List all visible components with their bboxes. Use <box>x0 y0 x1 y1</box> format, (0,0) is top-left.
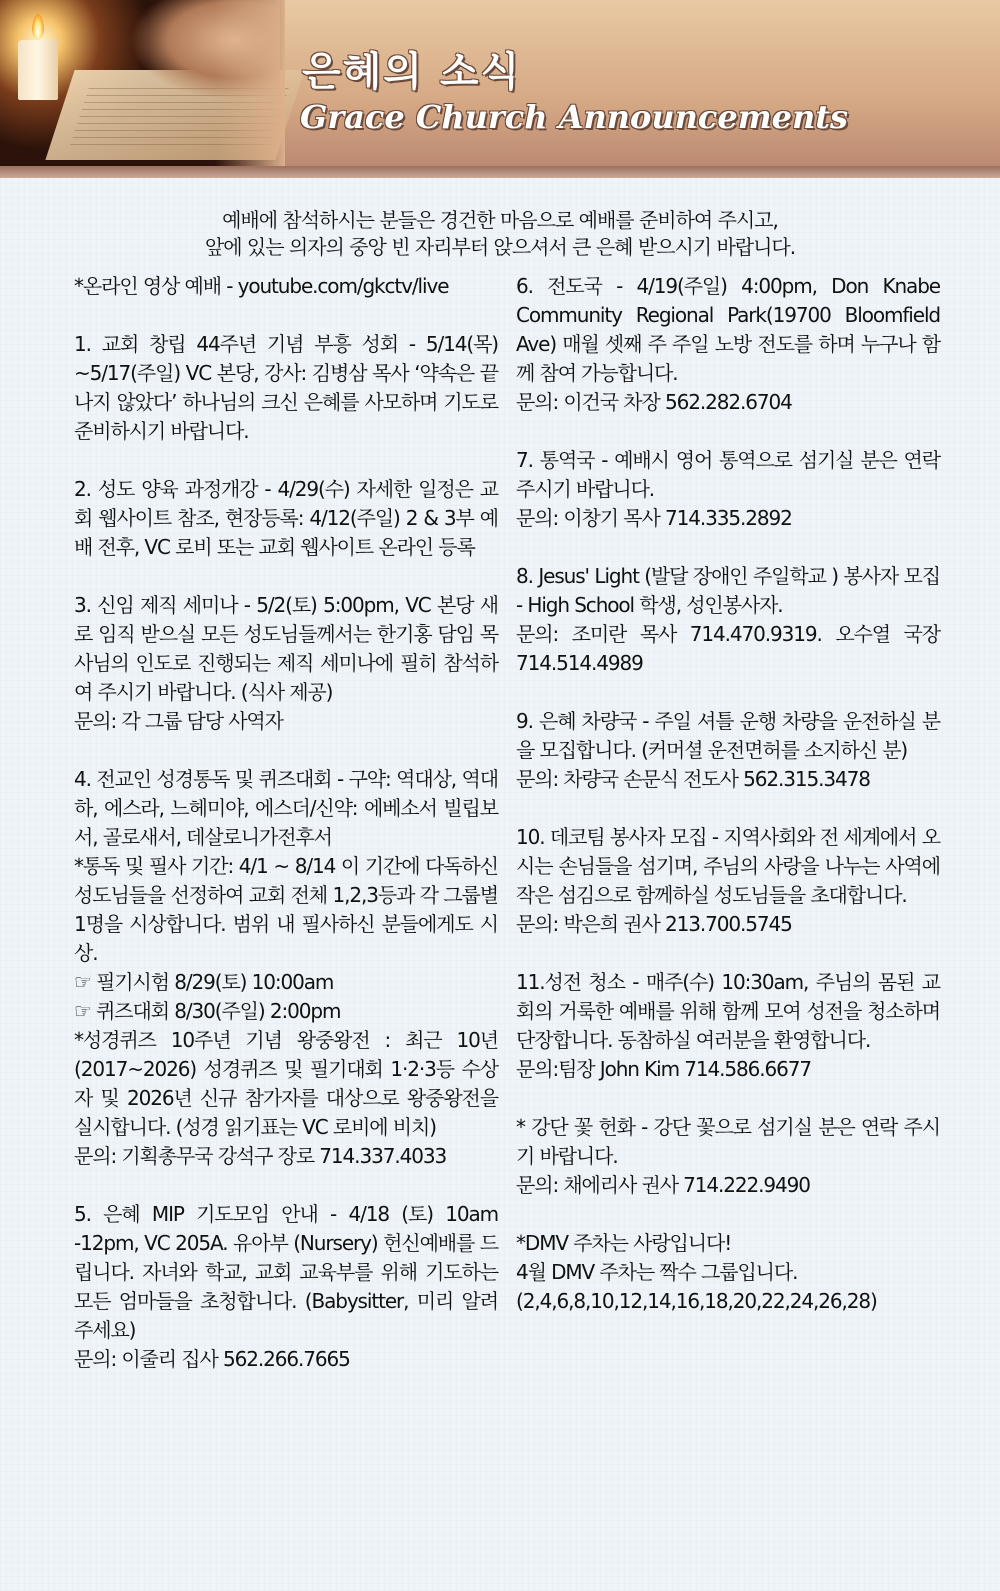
announcement-text: 문의: 기획총무국 강석구 장로 714.337.4033 <box>74 1144 447 1168</box>
announcement-item <box>516 707 940 794</box>
announcement-text: 5. 은혜 MIP 기도모임 안내 - 4/18 (토) 10am -12pm, VC 205A. 유아부 (Nursery) 헌신예배를 드립니다. 자녀와 학교, 교회 교육부를 위해 기도하는 모든 엄마들을 초청합니다. (Babysitter, 미리 알려주세요) <box>74 1202 498 1342</box>
announcement-text: *온라인 영상 예배 - youtube.com/gkctv/live <box>74 274 449 298</box>
announcement-item <box>516 1229 940 1316</box>
prayer-candle-photo <box>0 0 285 166</box>
announcement-text: 문의:팀장 John Kim 714.586.6677 <box>516 1057 811 1081</box>
announcement-text: 문의: 이줄리 집사 562.266.7665 <box>74 1347 350 1371</box>
header-banner <box>0 0 1000 178</box>
intro-message <box>80 207 920 261</box>
announcement-text: 문의: 채에리사 권사 714.222.9490 <box>516 1173 810 1197</box>
announcement-text: 6. 전도국 - 4/19(주일) 4:00pm, Don Knabe Community Regional Park(19700 Bloomfield Ave) 매월 셋째 주 주일 노방 전도를 하며 누구나 함께 참여 가능합니다. <box>516 274 940 385</box>
announcement-item <box>516 823 940 939</box>
announcement-text: ☞ 필기시험 8/29(토) 10:00am <box>74 970 334 994</box>
announcement-text: 8. Jesus' Light (발달 장애인 주일학교 ) 봉사자 모집 - High School 학생, 성인봉사자. <box>516 564 940 617</box>
announcement-item <box>74 765 498 1171</box>
announcement-item <box>516 446 940 533</box>
announcement-text: 3. 신임 제직 세미나 - 5/2(토) 5:00pm, VC 본당 새로 임직 받으실 모든 성도님들께서는 한기홍 담임 목사님의 인도로 진행되는 제직 세미나에 필히 참석하여 주시기 바랍니다. (식사 제공) <box>74 593 498 704</box>
intro-line-1: 예배에 참석하시는 분들은 경건한 마음으로 예배를 준비하여 주시고, <box>222 208 778 232</box>
page-title-korean: 은혜의 소식 <box>302 49 522 95</box>
candle-image <box>18 40 58 100</box>
announcement-item <box>516 562 940 678</box>
announcement-text: 문의: 조미란 목사 714.470.9319. 오수열 국장 714.514.4989 <box>516 622 940 675</box>
announcement-text: ☞ 퀴즈대회 8/30(주일) 2:00pm <box>74 999 341 1023</box>
right-column <box>516 272 940 1345</box>
announcement-text: * 강단 꽃 헌화 - 강단 꽃으로 섬기실 분은 연락 주시기 바랍니다. <box>516 1115 940 1168</box>
intro-line-2: 앞에 있는 의자의 중앙 빈 자리부터 앉으셔서 큰 은혜 받으시기 바랍니다. <box>204 235 796 259</box>
announcement-text: 9. 은혜 차량국 - 주일 셔틀 운행 차량을 운전하실 분을 모집합니다. (커머셜 운전면허를 소지하신 분) <box>516 709 940 762</box>
announcement-item <box>516 968 940 1084</box>
announcement-text: 문의: 차량국 손문식 전도사 562.315.3478 <box>516 767 870 791</box>
left-column <box>74 272 498 1403</box>
announcement-text: *성경퀴즈 10주년 기념 왕중왕전 : 최근 10년(2017~2026) 성경퀴즈 및 필기대회 1·2·3등 수상자 및 2026년 신규 참가자를 대상으로 왕중왕전을 실시합니다. (성경 읽기표는 VC 로비에 비치) <box>74 1028 498 1139</box>
announcement-text: 4. 전교인 성경통독 및 퀴즈대회 - 구약: 역대상, 역대하, 에스라, 느헤미야, 에스더/신약: 에베소서 빌립보서, 골로새서, 데살로니가전후서 <box>74 767 498 849</box>
announcement-text: 문의: 각 그룹 담당 사역자 <box>74 709 283 733</box>
announcement-text: 7. 통역국 - 예배시 영어 통역으로 섬기실 분은 연락 주시기 바랍니다. <box>516 448 940 501</box>
page-title-english: Grace Church Announcements <box>300 98 849 136</box>
announcement-item <box>74 330 498 446</box>
announcement-text: *DMV 주차는 사랑입니다! <box>516 1231 732 1255</box>
announcement-text: (2,4,6,8,10,12,14,16,18,20,22,24,26,28) <box>516 1289 877 1313</box>
announcement-text: *통독 및 필사 기간: 4/1 ~ 8/14 이 기간에 다독하신 성도님들을 선정하여 교회 전체 1,2,3등과 각 그룹별 1명을 시상합니다. 범위 내 필사하신 분들에게도 시상. <box>74 854 498 965</box>
announcement-item <box>516 272 940 417</box>
candle-flame-icon <box>32 14 44 40</box>
announcement-text: 문의: 이창기 목사 714.335.2892 <box>516 506 792 530</box>
announcement-text: 2. 성도 양육 과정개강 - 4/29(수) 자세한 일정은 교회 웹사이트 참조, 현장등록: 4/12(주일) 2 & 3부 예배 전후, VC 로비 또는 교회 웹사이트 온라인 등록 <box>74 477 498 559</box>
announcement-text: 4월 DMV 주차는 짝수 그룹입니다. <box>516 1260 798 1284</box>
announcement-text: 10. 데코팀 봉사자 모집 - 지역사회와 전 세계에서 오시는 손님들을 섬기며, 주님의 사랑을 나누는 사역에 작은 섬김으로 함께하실 성도님들을 초대합니다. <box>516 825 940 907</box>
announcement-text: 문의: 박은희 권사 213.700.5745 <box>516 912 792 936</box>
announcement-item <box>74 1200 498 1374</box>
announcement-item <box>516 1113 940 1200</box>
header-divider <box>0 166 1000 178</box>
announcement-text: 문의: 이건국 차장 562.282.6704 <box>516 390 792 414</box>
announcement-text: 11.성전 청소 - 매주(수) 10:30am, 주님의 몸된 교회의 거룩한 예배를 위해 함께 모여 성전을 청소하며 단장합니다. 동참하실 여러분을 환영합니다. <box>516 970 940 1052</box>
announcement-text: 1. 교회 창립 44주년 기념 부흥 성회 - 5/14(목) ~5/17(주일) VC 본당, 강사: 김병삼 목사 ‘약속은 끝나지 않았다’ 하나님의 크신 은혜를 사모하며 기도로 준비하시기 바랍니다. <box>74 332 498 443</box>
announcement-item <box>74 272 498 301</box>
announcement-item <box>74 591 498 736</box>
announcement-item <box>74 475 498 562</box>
